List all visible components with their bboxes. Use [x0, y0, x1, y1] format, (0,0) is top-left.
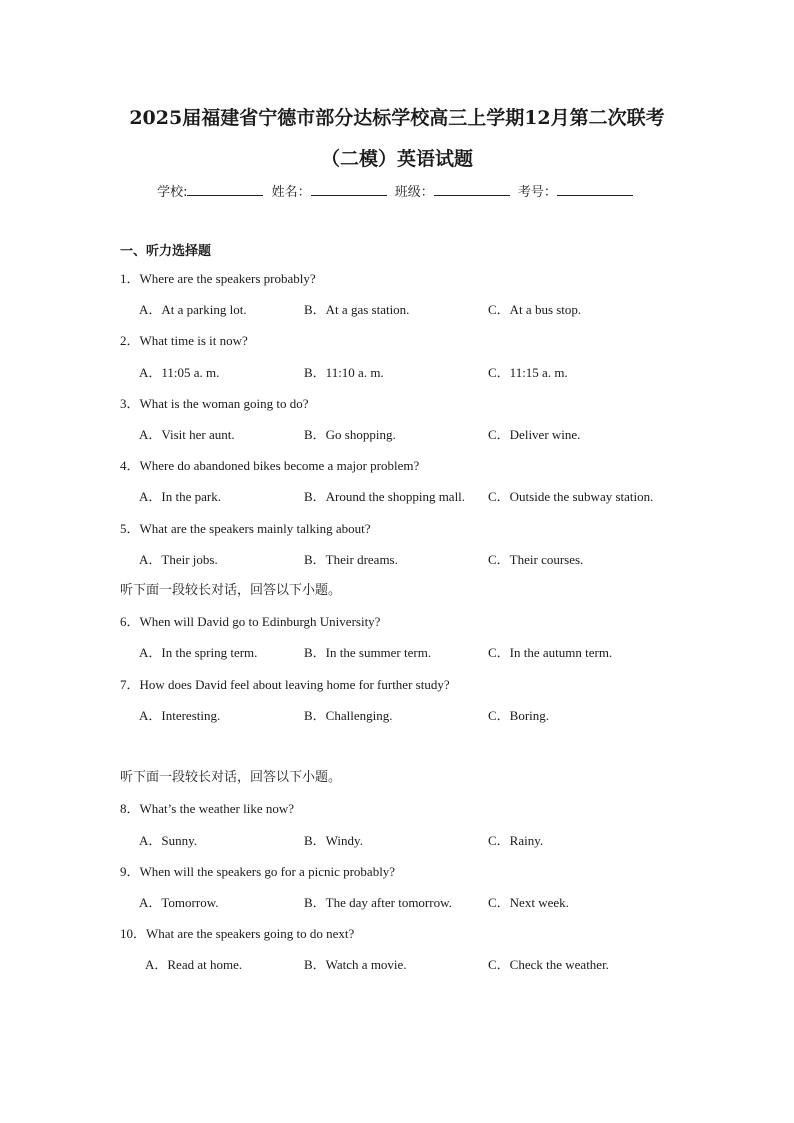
option-b[interactable]: B．Around the shopping mall. [304, 489, 466, 504]
option-b[interactable]: B．Go shopping. [304, 427, 396, 442]
long-dialogue-instruction: 听下面一段较长对话，回答以下小题。 [120, 583, 342, 598]
section-heading: 一、听力选择题 [120, 244, 212, 259]
option-c[interactable]: C．At a bus stop. [488, 302, 582, 317]
option-c[interactable]: C．Rainy. [488, 833, 544, 848]
question-stem: 7．How does David feel about leaving home for further study? [120, 677, 450, 692]
question-stem: 2．What time is it now? [120, 333, 248, 348]
option-b[interactable]: B．11:10 a. m. [304, 365, 384, 380]
exam-title-line-1: 2025届福建省宁德市部分达标学校高三上学期12月第二次联考 [129, 107, 665, 129]
option-c[interactable]: C．In the autumn term. [488, 645, 613, 660]
student-info-row [0, 181, 794, 202]
id-label: 考号： [517, 185, 557, 200]
question-stem: 10．What are the speakers going to do next? [120, 926, 355, 941]
option-a[interactable]: A．Visit her aunt. [139, 427, 235, 442]
option-a[interactable]: A．At a parking lot. [139, 302, 247, 317]
school-blank[interactable] [187, 181, 263, 196]
option-b[interactable]: B．Windy. [304, 833, 363, 848]
question-stem: 3．What is the woman going to do? [120, 396, 309, 411]
id-blank[interactable] [557, 181, 633, 196]
option-b[interactable]: B．Their dreams. [304, 552, 398, 567]
option-c[interactable]: C．Their courses. [488, 552, 584, 567]
name-label: 姓名： [271, 185, 311, 200]
option-b[interactable]: B．Challenging. [304, 708, 393, 723]
option-a[interactable]: A．Read at home. [145, 957, 243, 972]
option-c[interactable]: C．Outside the subway station. [488, 489, 654, 504]
option-a[interactable]: A．Tomorrow. [139, 895, 219, 910]
class-blank[interactable] [434, 181, 510, 196]
option-a[interactable]: A．Interesting. [139, 708, 221, 723]
option-b[interactable]: B．In the summer term. [304, 645, 432, 660]
question-stem: 5．What are the speakers mainly talking about? [120, 521, 371, 536]
option-a[interactable]: A．In the park. [139, 489, 221, 504]
option-c[interactable]: C．Boring. [488, 708, 550, 723]
option-a[interactable]: A．Sunny. [139, 833, 198, 848]
question-stem: 9．When will the speakers go for a picnic probably? [120, 864, 396, 879]
option-a[interactable]: A．11:05 a. m. [139, 365, 220, 380]
class-label: 班级： [394, 185, 434, 200]
option-c[interactable]: C．Deliver wine. [488, 427, 581, 442]
option-a[interactable]: A．Their jobs. [139, 552, 218, 567]
long-dialogue-instruction: 听下面一段较长对话，回答以下小题。 [120, 770, 342, 785]
option-b[interactable]: B．Watch a movie. [304, 957, 407, 972]
option-c[interactable]: C．11:15 a. m. [488, 365, 568, 380]
option-c[interactable]: C．Next week. [488, 895, 569, 910]
exam-title-line-2: （二模）英语试题 [320, 148, 473, 170]
school-label: 学校: [157, 185, 188, 200]
option-b[interactable]: B．At a gas station. [304, 302, 410, 317]
option-b[interactable]: B．The day after tomorrow. [304, 895, 452, 910]
question-stem: 4．Where do abandoned bikes become a major problem? [120, 458, 420, 473]
question-stem: 1．Where are the speakers probably? [120, 271, 316, 286]
option-c[interactable]: C．Check the weather. [488, 957, 609, 972]
question-stem: 6．When will David go to Edinburgh University? [120, 614, 381, 629]
option-a[interactable]: A．In the spring term. [139, 645, 258, 660]
question-stem: 8．What’s the weather like now? [120, 801, 294, 816]
name-blank[interactable] [311, 181, 387, 196]
